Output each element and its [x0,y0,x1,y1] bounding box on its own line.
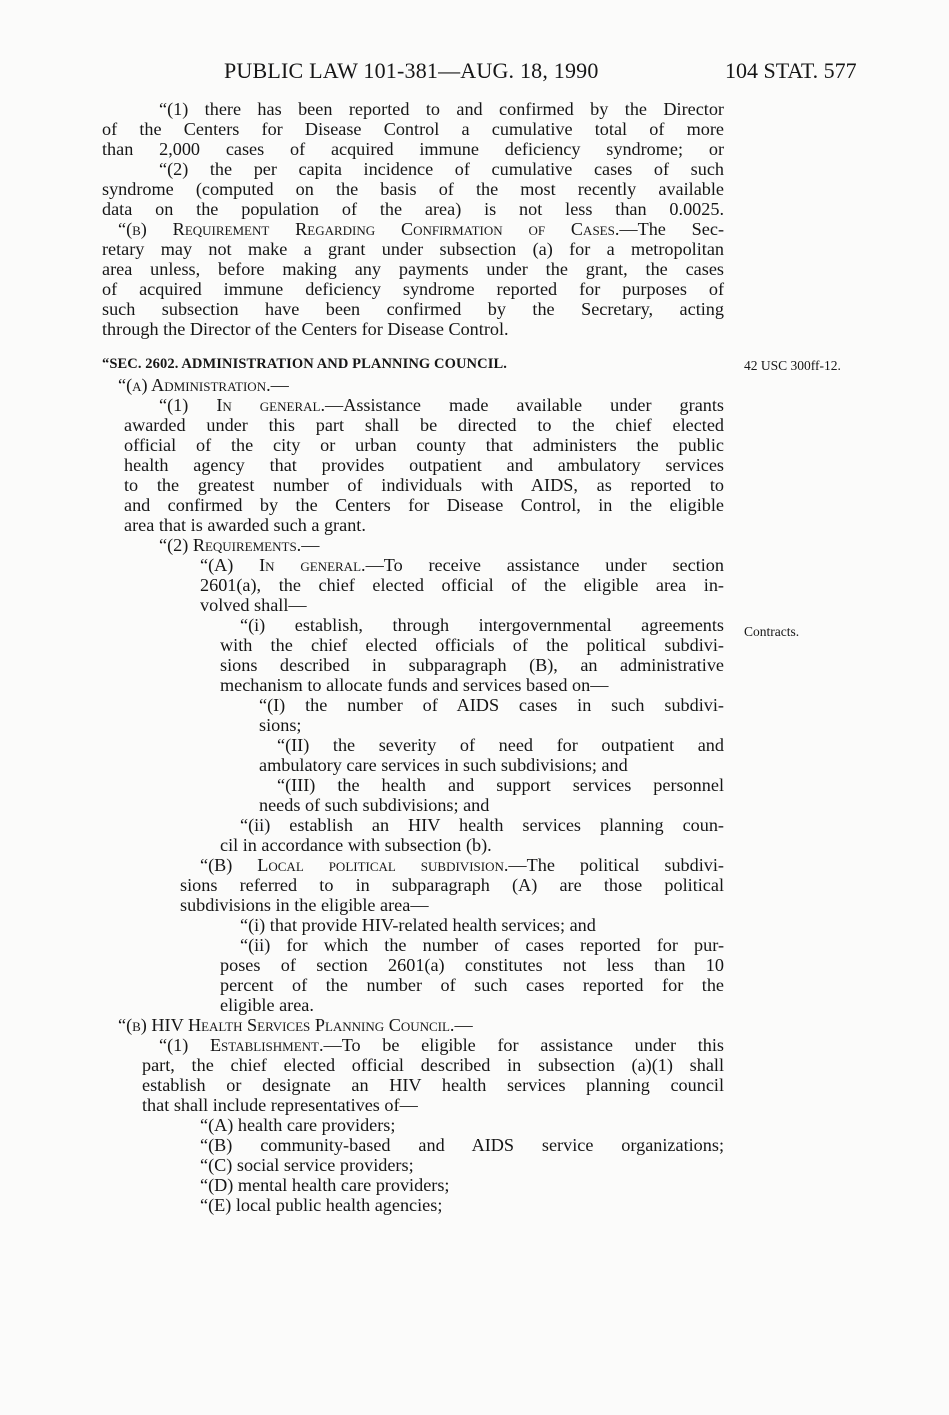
line-text: needs of such subdivisions; and [259,795,490,815]
text-line [240,815,724,835]
text-line [124,475,724,495]
subsection-caption: “(a) Administration. [118,375,271,395]
line-text: awarded under this part shall be directed to the chief elected [124,415,724,435]
line-text: — [454,1015,473,1035]
text-line [220,835,724,855]
line-text: sions described in subparagraph (B), an administrative [220,655,724,675]
text-line [124,515,724,535]
line-text: poses of section 2601(a) constitutes not less than 10 [220,955,724,975]
subsection-caption: “(B) Local political subdivision. [200,855,509,875]
line-text: part, the chief elected official described in subsection (a)(1) shall [142,1055,724,1075]
line-text: “(C) social service providers; [200,1155,414,1175]
line-text: subdivisions in the eligible area— [180,895,429,915]
text-line [220,955,724,975]
line-text: data on the population of the area) is not less than 0.0025. [102,199,724,219]
line-text: that shall include representatives of— [142,1095,418,1115]
text-line [102,239,724,259]
line-text: ambulatory care services in such subdivisions; and [259,755,628,775]
text-line [118,375,724,395]
text-line [200,575,724,595]
text-line [159,1035,724,1055]
text-line [142,1095,724,1115]
text-line [277,735,724,755]
line-text: and confirmed by the Centers for Disease Control, in the eligible [124,495,724,515]
text-line [102,119,724,139]
line-text: percent of the number of such cases reported for the [220,975,724,995]
text-line [259,795,724,815]
line-text: —To receive assistance under section [365,555,724,575]
text-line [102,319,724,339]
subsection-caption: “(1) Establishment. [159,1035,324,1055]
text-line [159,159,724,179]
line-text: syndrome (computed on the basis of the most recently available [102,179,724,199]
text-line [259,695,724,715]
text-line [200,1115,724,1135]
line-text: of acquired immune deficiency syndrome reported for purposes of [102,279,724,299]
text-line [124,455,724,475]
text-line [118,1015,724,1035]
subsection-caption: “(2) Requirements. [159,535,302,555]
text-line [124,415,724,435]
line-text: mechanism to allocate funds and services based on— [220,675,609,695]
text-line [102,259,724,279]
line-text: “(i) establish, through intergovernmental agreements [240,615,724,635]
text-line [259,755,724,775]
line-text: volved shall— [200,595,307,615]
text-line [200,1155,724,1175]
line-text: “(i) that provide HIV-related health services; and [240,915,596,935]
text-line [180,875,724,895]
line-text: sions; [259,715,302,735]
line-text: “(ii) for which the number of cases reported for pur- [240,935,724,955]
text-line [124,435,724,455]
text-line [220,655,724,675]
text-line [102,279,724,299]
line-text: such subsection have been confirmed by the Secretary, acting [102,299,724,319]
line-text: — [270,375,289,395]
text-line [220,635,724,655]
line-text: —The political subdivi- [508,855,724,875]
margin-note-contracts: Contracts. [744,624,800,639]
text-line [220,995,724,1015]
line-text: cil in accordance with subsection (b). [220,835,492,855]
page-header-stat: 104 STAT. 577 [725,58,857,83]
subsection-caption: “(A) In general. [200,555,366,575]
section-heading [102,354,724,374]
page-header-title: PUBLIC LAW 101-381—AUG. 18, 1990 [224,58,599,83]
text-line [142,1075,724,1095]
text-line [142,1055,724,1075]
text-line [200,1175,724,1195]
line-text: —To be eligible for assistance under this [323,1035,724,1055]
line-text: “(II) the severity of need for outpatient and [277,735,724,755]
text-line [259,715,724,735]
text-line [200,1195,724,1215]
line-text: “(A) health care providers; [200,1115,396,1135]
line-text: “(III) the health and support services personnel [277,775,724,795]
text-line [118,219,724,239]
line-text: “(D) mental health care providers; [200,1175,450,1195]
margin-note-usc-citation: 42 USC 300ff-12. [744,358,841,373]
line-text: —Assistance made available under grants [325,395,724,415]
line-text: establish or designate an HIV health services planning council [142,1075,724,1095]
line-text: “(B) community-based and AIDS service organizations; [200,1135,724,1155]
text-line [200,595,724,615]
line-text: sions referred to in subparagraph (A) are those political [180,875,724,895]
text-line [124,495,724,515]
line-text: to the greatest number of individuals with AIDS, as reported to [124,475,724,495]
text-line [277,775,724,795]
line-text: “(ii) establish an HIV health services planning coun- [240,815,724,835]
text-line [200,855,724,875]
line-text: through the Director of the Centers for Disease Control. [102,319,509,339]
text-line [159,99,724,119]
text-line [159,535,724,555]
line-text: —The Sec- [619,219,724,239]
text-line [102,299,724,319]
line-text: “(E) local public health agencies; [200,1195,443,1215]
text-line [102,139,724,159]
text-line [240,615,724,635]
text-line [240,935,724,955]
line-text: “(2) the per capita incidence of cumulative cases of such [159,159,724,179]
section-heading-text: “SEC. 2602. ADMINISTRATION AND PLANNING COUNCIL. [102,356,507,372]
text-line [200,555,724,575]
line-text: area that is awarded such a grant. [124,515,366,535]
line-text: of the Centers for Disease Control a cumulative total of more [102,119,724,139]
line-text: 2601(a), the chief elected official of the eligible area in- [200,575,724,595]
text-line [102,199,724,219]
text-line [240,915,724,935]
line-text: retary may not make a grant under subsection (a) for a metropolitan [102,239,724,259]
line-text: official of the city or urban county that administers the public [124,435,724,455]
line-text: area unless, before making any payments under the grant, the cases [102,259,724,279]
text-line [102,179,724,199]
text-line [200,1135,724,1155]
line-text: “(I) the number of AIDS cases in such subdivi- [259,695,724,715]
text-line [220,975,724,995]
line-text: eligible area. [220,995,314,1015]
line-text: with the chief elected officials of the political subdivi- [220,635,724,655]
line-text: health agency that provides outpatient and ambulatory services [124,455,724,475]
text-line [159,395,724,415]
subsection-caption: “(b) HIV Health Services Planning Council. [118,1015,455,1035]
line-text: than 2,000 cases of acquired immune deficiency syndrome; or [102,139,724,159]
line-text: — [301,535,320,555]
subsection-caption: “(1) In general. [159,395,325,415]
subsection-caption: “(b) Requirement Regarding Confirmation of Cases. [118,219,620,239]
text-line [220,675,724,695]
line-text: “(1) there has been reported to and confirmed by the Director [159,99,724,119]
text-line [180,895,724,915]
